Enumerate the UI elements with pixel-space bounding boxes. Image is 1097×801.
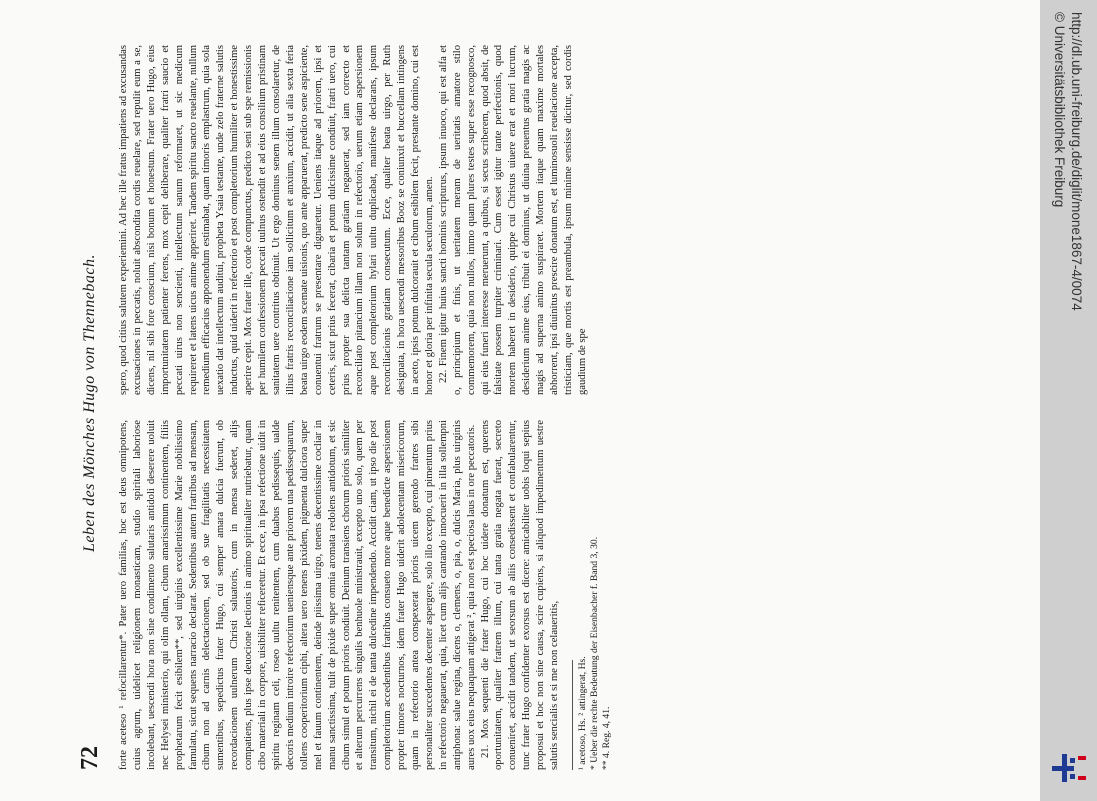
- logo-bar-2: [1062, 754, 1067, 782]
- left-column: [117, 420, 932, 770]
- footnote-rule: [572, 660, 573, 770]
- page-header: [75, 30, 105, 770]
- page-number: 72: [76, 746, 103, 770]
- logo-accent-1: [1078, 756, 1086, 760]
- rotated-page-content: [75, 30, 955, 770]
- copyright-notice: © Universitätsbibliothek Freiburg: [1052, 12, 1067, 208]
- right-column: [117, 45, 932, 395]
- source-url-link[interactable]: http://dl.ub.uni-freiburg.de/diglit/mone1867-4/0074: [1069, 12, 1084, 311]
- left-paragraph-2: 21. Mox sequenti die frater Hugo, cui hoc uidere donatum est, querens oportunitatem, qualiter fratrem illum, cui tanta gratia negata fuerat, secreto conueniret, accidit tandem, ut seorsum ab aliis consedissent et confabularentur, tunc frater Hugo confidenter exorsus est dicere: amicabiliter uobis loqui sepius proposui et hoc non sine causa, scire cupiens, si aliquod impedimentum uestre salutis sencialis et si me non celaueritis,: [479, 420, 561, 770]
- library-sidebar: [1040, 0, 1097, 801]
- right-paragraph-1: spero, quod citius salutem experiemini. Ad hec ille fratus impatiens ad excusandas excusaciones in peccatis, noluit abscondita cordis reuelare, sed repulit eum a se, dicens, nil sibi fore conscium, nisi bonum et honestum. Frater uero Hugo, eius importunitatem patienter ferens, mox cepit deliberare, qualiter fratri saucio et peccati uirus non sencienti, intellectum sanum reformaret, ut sic medicum requireret et latens uicus anime apperiret. Tandem spiritu sancto reuelante, nullum remedium efficacius apponendum estimabat, quam timoris emplastrum, quia sola uexatio dat intellectum auditui, propheta Ysaia testante, unde zelo fraterne salutis inductus, quid uiderit in refectorio et post completorium humiliter et honestissime aperire cepit. Mox frater ille, corde compunctus, predicto seni sub spe remissionis per humilem confessionem peccati uulnus ostendit et ad eius consilium pristinam sanitatem uere contritus obtinuit. Ut ergo dominus senem illum consolaretur, de illius fratris reconciliacione iam sollicitum et anxium, accidit, ut alia sexta feria beata uirgo eodem scemate uisionis, quo ante apparuerat, predicto sene aspiciente, conuentui fratrum se presentare dignaretur. Ueniens itaque ad priorem, ipsi et ceteris, sicut prius fecerat, cibaria et potum dulcissime condiuit, fratri uero, cui prius propter sua delicta tantam gratiam negauerat, sed iam correcto et reconciliato pitancium illam non solum in refectorio, uerum etiam aspersionem aque post completorium hylari uultu duplicabat, manifeste declarans, ipsum reconciliacionis gratiam consecutum. Ecce, qualiter beata uirgo, per Ruth designata, in hora uescendi messoribus Booz se coniunxit et buccellam intingens in aceto, ipsis potum dulcorauit et cibum esibilem fecit, prestante domino, cui est honor et gloria per infinita secula seculorum, amen.: [118, 45, 435, 395]
- library-logo-icon: [1050, 748, 1090, 788]
- left-paragraph-1: forte aceteso ¹ refocillarentur*. Pater uero familias, hoc est deus omnipotens, cuius agrum, uidelicet religionem monasticam, studio spiritali laboriose incolebant, uescendi hora non sine condimento salutaris antidoli deserere uoluit nec Helysei ministerio, qui olim ollam, cibum amarissimum continentem, filiis prophetarum fecit esibilem**, sed uirginis excellentissime Marie nobilissimo famulatu, sicut sequens narracio declarat. Sedentibus autem fratribus ad mensam, cibum non ad carnis delectacionem, sed ob sue fragilitatis necessitatem sumentibus, sepedictus frater Hugo, cui semper amara dulcia fuerunt, ob recordacionem uulnerum Christi saluatoris, cum in mensa sederet, alijs compatiens, plus ipse deuocione lectionis in animo spiritualiter nutriebatur, quam cibo materiali in corpore, uisibiliter reficeretur. Et ecce, in ipsa refectione uidit in spiritu reginam celi, roseo uultu renitentem, cum duabus pedissequis, ualde decoris medium introire refectorium ueniensque ante priorem una pedissequarum, tollens cooperitorium ciphi, altera uero tenens pixidem, pigmenta dulciora super mel et fauum continentem, deinde piissima uirgo, tenens decentissime cocliar in manu sanctissima, tulit de pixide super omnia aromata redolens antidotum, et sic cibum simul et potum prioris condiuit. Deinum transiens chorum prioris similiter et alterum percurrens singulis benhuole ministrauit, excepto uno solo, quem per transitum, nichil ei de tanta dulcedine impendendo. Accidit ciam, ut ipso die post completorium accedentibus fratribus consueto more aque benedicte aspersionem propter timores nocturnos, idem frater Hugo uiderit adolecentam misericorum, quam in refectorio antea conspexerat prioris uicem gerendo fratres sibi personaliter succedentes decenter aspergere, solo illo excepto, cui pimentum prius in refectorio negauerat, quia, licet cum alijs cantando innocuerit in illa sollempni antiphona: salue regina, dicens o, clemens, o, pia, o, dulcis Maria, plus uirginis aures uox eius nequaquam attigerat ², quia non est speciosa laus in ore peccatoris.: [118, 420, 477, 770]
- logo-bar-3: [1070, 758, 1075, 763]
- footnote-1: ¹ acetoso, Hs. ² attingerat, Hs.: [577, 656, 588, 770]
- footnote-2: * Ueber die rechte Bedeutung der Eisenbacher f. Band 3, 30.: [589, 536, 600, 770]
- sidebar-text: [1050, 12, 1084, 732]
- footnotes: [572, 420, 613, 770]
- logo-accent-2: [1078, 776, 1086, 780]
- right-paragraph-2: 22. Finem igitur huius sancti hominis scripturus, ipsum inuoco, qui est alfa et o, principium et finis, ut ueritatem meram de ueritatis amatore stilo commemorem, quia non nullos, immo quam plures testes super esse recognosco, qui eius funeri interesse meruerunt, a quibus, si secus scriberem, quod absit, de falsitate possem turpiter criminari. Cum esset igitur tante perfectionis, quod mortem haberet in desiderio, quippe cui Christus uiuere erat et mori lucrum, desiderium anime eius, tribuit ei dominus, ut diuina preuentus gratia magis ac magis ad superna animo suspiraret. Mortem itaque quam maxime mortales abhorrent, ipsi diuinitus prescire donatum est, et luminosuoli reuelacione accepta, tristiciam, que mortis est preambula, ipsum minime sensisse dicitur, sed cordis gaudium de spe: [437, 45, 588, 395]
- logo-bar-4: [1070, 774, 1075, 779]
- running-title: Leben des Mönches Hugo von Thennebach.: [81, 253, 98, 553]
- footnote-3: ** 4. Reg. 4, 41.: [601, 706, 612, 770]
